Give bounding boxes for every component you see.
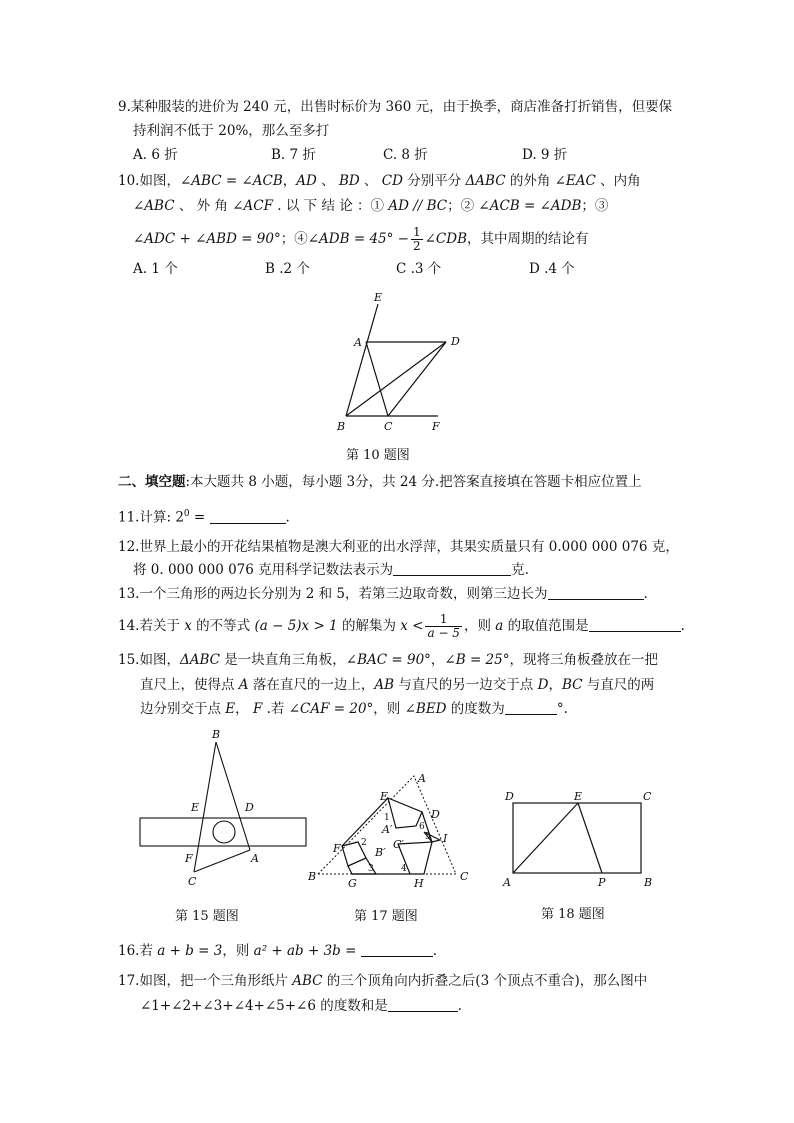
fig17-angle-4: 4 [401, 864, 407, 874]
fig15-label-F: F [185, 852, 193, 865]
fig10-label-A: A [354, 336, 362, 349]
q13: 13.一个三角形的两边长分别为 2 和 5，若第三边取奇数，则第三边长为 . [118, 586, 648, 602]
q12-line2: 将 0. 000 000 076 克用科学记数法表示为 克. [133, 562, 529, 578]
q9-option-d: D. 9 折 [522, 147, 568, 163]
fig10-label-F: F [432, 420, 440, 433]
q14: 14.若关于 x 的不等式 (a − 5)x > 1 的解集为 x < $\frac{1}{a - 5}$ ，则 a 的取值范围是 . [118, 612, 685, 640]
fig17-angle-5: 5 [425, 832, 431, 842]
fig17-angle-2: 2 [361, 838, 367, 848]
q12-line1: 12.世界上最小的开花结果植物是澳大利亚的出水浮萍，其果实质量只有 0.000 000 076 克， [118, 539, 679, 555]
q17-line1: 17.如图，把一个三角形纸片 ABC 的三个顶角向内折叠之后(3 个顶点不重合)，那么图中 [118, 973, 648, 989]
fig10-label-C: C [384, 420, 393, 433]
fig18-label-P: P [598, 876, 606, 889]
q15-line1: 15.如图，ΔABC 是一块直角三角板，∠BAC = 90°，∠B = 25°，现将三角板叠放在一把 [118, 652, 658, 668]
q9-option-a: A. 6 折 [133, 147, 178, 163]
q17-line2: ∠1+∠2+∠3+∠4+∠5+∠6 的度数和是 . [140, 998, 463, 1014]
q16-answer-blank[interactable] [361, 942, 433, 957]
section2-heading: 二、填空题:本大题共 8 小题，每小题 3分，共 24 分.把答案直接填在答题卡相应位置上 [118, 474, 642, 490]
fig10-label-E: E [374, 291, 383, 304]
fig15-label-B: B [212, 728, 221, 741]
fig15-label-C: C [188, 875, 197, 888]
fig15-label-E: E [191, 801, 200, 814]
q16: 16.若 a + b = 3，则 a² + ab + 3b = . [118, 943, 438, 959]
q10-option-a: A. 1 个 [133, 261, 178, 277]
fig17-angle-1: 1 [384, 813, 390, 823]
q10-option-c: C .3 个 [396, 261, 442, 277]
fig17-label-G: G [348, 877, 357, 890]
fig17-angle-6: 6 [419, 822, 425, 832]
fig17-label-C: C [460, 870, 469, 883]
fig18-label-E: E [574, 790, 583, 803]
q15-line2: 直尺上，使得点 A 落在直尺的一边上，AB 与直尺的另一边交于点 D，BC 与直尺的两 [140, 677, 655, 693]
fig18-label-D: D [505, 790, 514, 803]
fig17-label-F: F [333, 842, 341, 855]
fig10-caption: 第 10 题图 [346, 448, 410, 463]
q10-line3: ∠ADC + ∠ABD = 90°；④∠ADB = 45° − $\frac{1}{2}$ ∠CDB，其中周期的结论有 [133, 225, 589, 253]
q15-line3: 边分别交于点 E， F .若 ∠CAF = 20°，则 ∠BED 的度数为 °. [140, 701, 568, 717]
fig18-caption: 第 18 题图 [541, 907, 605, 922]
q10-line1: 10.如图，∠ABC = ∠ACB，AD 、 BD 、 CD 分别平分 ΔABC 的外角 ∠EAC 、内角 [118, 173, 641, 189]
fig15-label-A: A [251, 852, 259, 865]
fig17-label-B: B [308, 870, 317, 883]
fig17-label-H: H [414, 877, 424, 890]
fig17-label-E: E [380, 790, 389, 803]
q10-line2: ∠ABC 、 外 角 ∠ACF . 以 下 结 论 ：① AD // BC；② ∠ACB = ∠ADB；③ [133, 198, 609, 214]
fig17-label-A: A [418, 772, 426, 785]
q9-line1: 9.某种服装的进价为 240 元，出售时标价为 360 元，由于换季，商店准备打折销售，但要保 [118, 99, 673, 115]
fig15-caption: 第 15 题图 [175, 909, 239, 924]
fig18-label-B: B [644, 876, 653, 889]
fig18-label-A: A [503, 876, 511, 889]
fig18-label-C: C [643, 790, 652, 803]
fig17-label-I: I [443, 832, 448, 845]
q10-option-b: B .2 个 [265, 261, 310, 277]
fig10-label-D: D [451, 335, 460, 348]
q10-option-d: D .4 个 [529, 261, 575, 277]
q9-line2: 持利润不低于 20%，那么至多打 [133, 123, 330, 139]
fraction-half: $\frac{1}{2}$ [412, 225, 421, 253]
fig17-label-D: D [431, 808, 440, 821]
fig17-label-C-prime: C′ [393, 838, 404, 851]
fig10-label-B: B [337, 420, 346, 433]
fig17-angle-3: 3 [368, 864, 374, 874]
q11: 11.计算: $2^0$ = . [118, 509, 290, 526]
fig15-label-D: D [245, 801, 254, 814]
fig17-label-B-prime: B′ [375, 846, 386, 859]
fig17-caption: 第 17 题图 [354, 909, 418, 924]
q9-option-c: C. 8 折 [383, 147, 428, 163]
fig17-label-A-prime: A′ [382, 823, 393, 836]
q9-option-b: B. 7 折 [271, 147, 316, 163]
q14-fraction: $\frac{1}{a - 5}$ [427, 612, 460, 640]
q17-answer-blank[interactable] [388, 997, 458, 1012]
